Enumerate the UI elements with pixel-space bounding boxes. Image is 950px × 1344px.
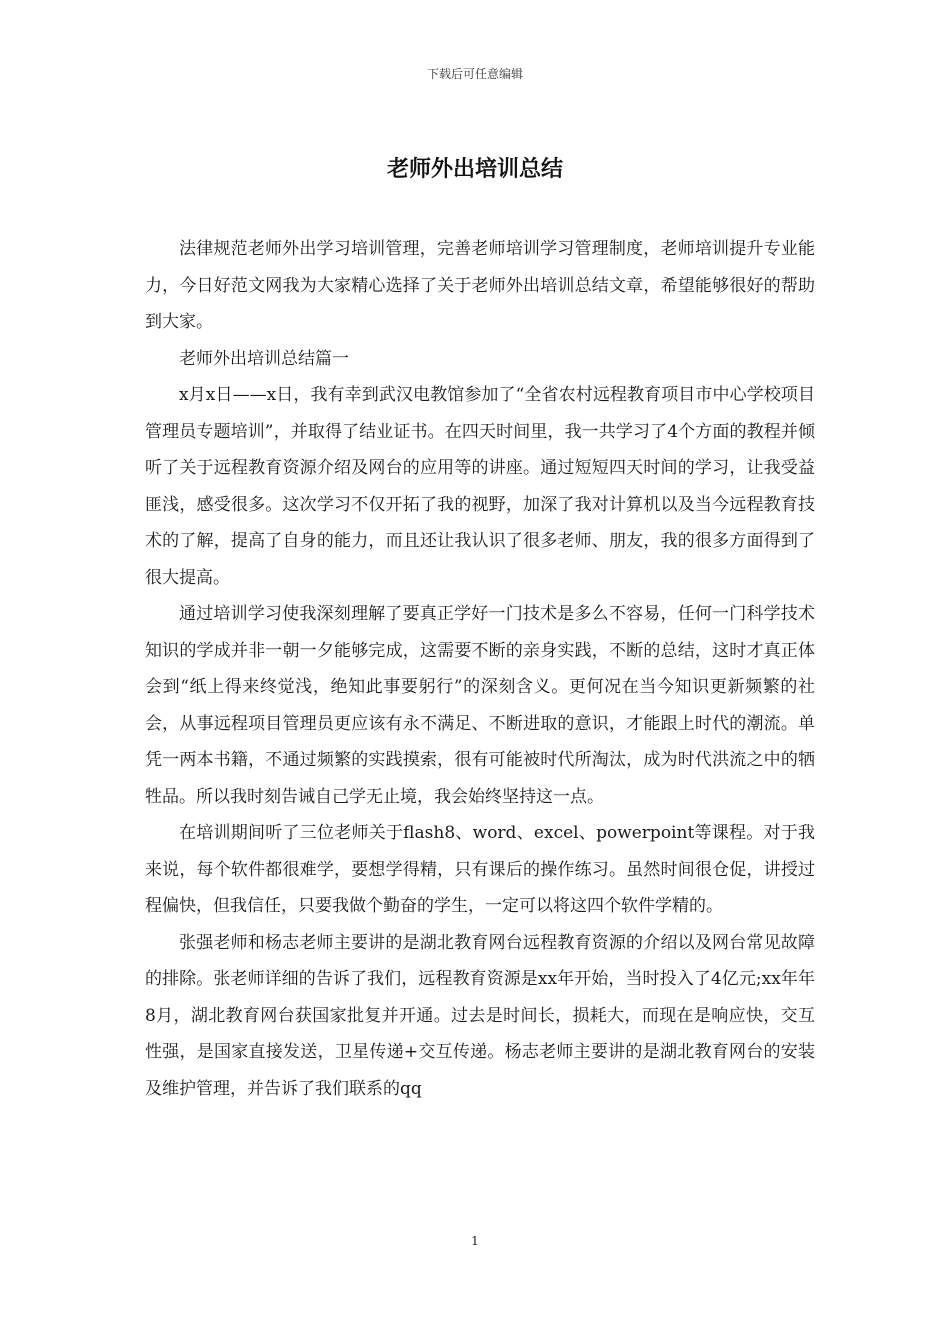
- paragraph-intro: 法律规范老师外出学习培训管理，完善老师培训学习管理制度，老师培训提升专业能力，今日好范文网我为大家精心选择了关于老师外出培训总结文章，希望能够很好的帮助到大家。: [145, 239, 815, 332]
- page-header: 下载后可任意编辑: [426, 67, 523, 81]
- paragraph-software-courses: 在培训期间听了三位老师关于flash8、word、excel、powerpoint等课程。对于我来说，每个软件都很难学，要想学得精，只有课后的操作练习。虽然时间很仓促，讲授过程偏快，但我信任，只要我做个勤奋的学生，一定可以将这四个软件学精的。: [145, 823, 815, 916]
- paragraph-training-overview: x月x日——x日，我有幸到武汉电教馆参加了“全省农村远程教育项目市中心学校项目管理员专题培训”，并取得了结业证书。在四天时间里，我一共学习了4个方面的教程并倾听了关于远程教育资源介绍及网台的应用等的讲座。通过短短四天时间的学习，让我受益匪浅，感受很多。这次学习不仅开拓了我的视野，加深了我对计算机以及当今远程教育技术的了解，提高了自身的能力，而且还让我认识了很多老师、朋友，我的很多方面得到了很大提高。: [145, 385, 815, 588]
- section-heading: 老师外出培训总结篇一: [179, 348, 349, 369]
- paragraph-network-resources: 张强老师和杨志老师主要讲的是湖北教育网台远程教育资源的介绍以及网台常见故障的排除。张老师详细的告诉了我们，远程教育资源是xx年开始，当时投入了4亿元;xx年年8月，湖北教育网台获国家批复并开通。过去是时间长，损耗大，而现在是响应快，交互性强，是国家直接发送，卫星传递+交互传递。杨志老师主要讲的是湖北教育网台的安装及维护管理，并告诉了我们联系的qq: [145, 932, 815, 1099]
- document-body: [145, 231, 815, 1107]
- document-title: 老师外出培训总结: [386, 156, 563, 182]
- page-number: 1: [471, 1234, 479, 1248]
- paragraph-learning-reflection: 通过培训学习使我深刻理解了要真正学好一门技术是多么不容易，任何一门科学技术知识的学成并非一朝一夕能够完成，这需要不断的亲身实践，不断的总结，这时才真正体会到“纸上得来终觉浅，绝知此事要躬行”的深刻含义。更何况在当今知识更新频繁的社会，从事远程项目管理员更应该有永不满足、不断进取的意识，才能跟上时代的潮流。单凭一两本书籍，不通过频繁的实践摸索，很有可能被时代所淘汰，成为时代洪流之中的牺牲品。所以我时刻告诫自己学无止境，我会始终坚持这一点。: [145, 604, 815, 807]
